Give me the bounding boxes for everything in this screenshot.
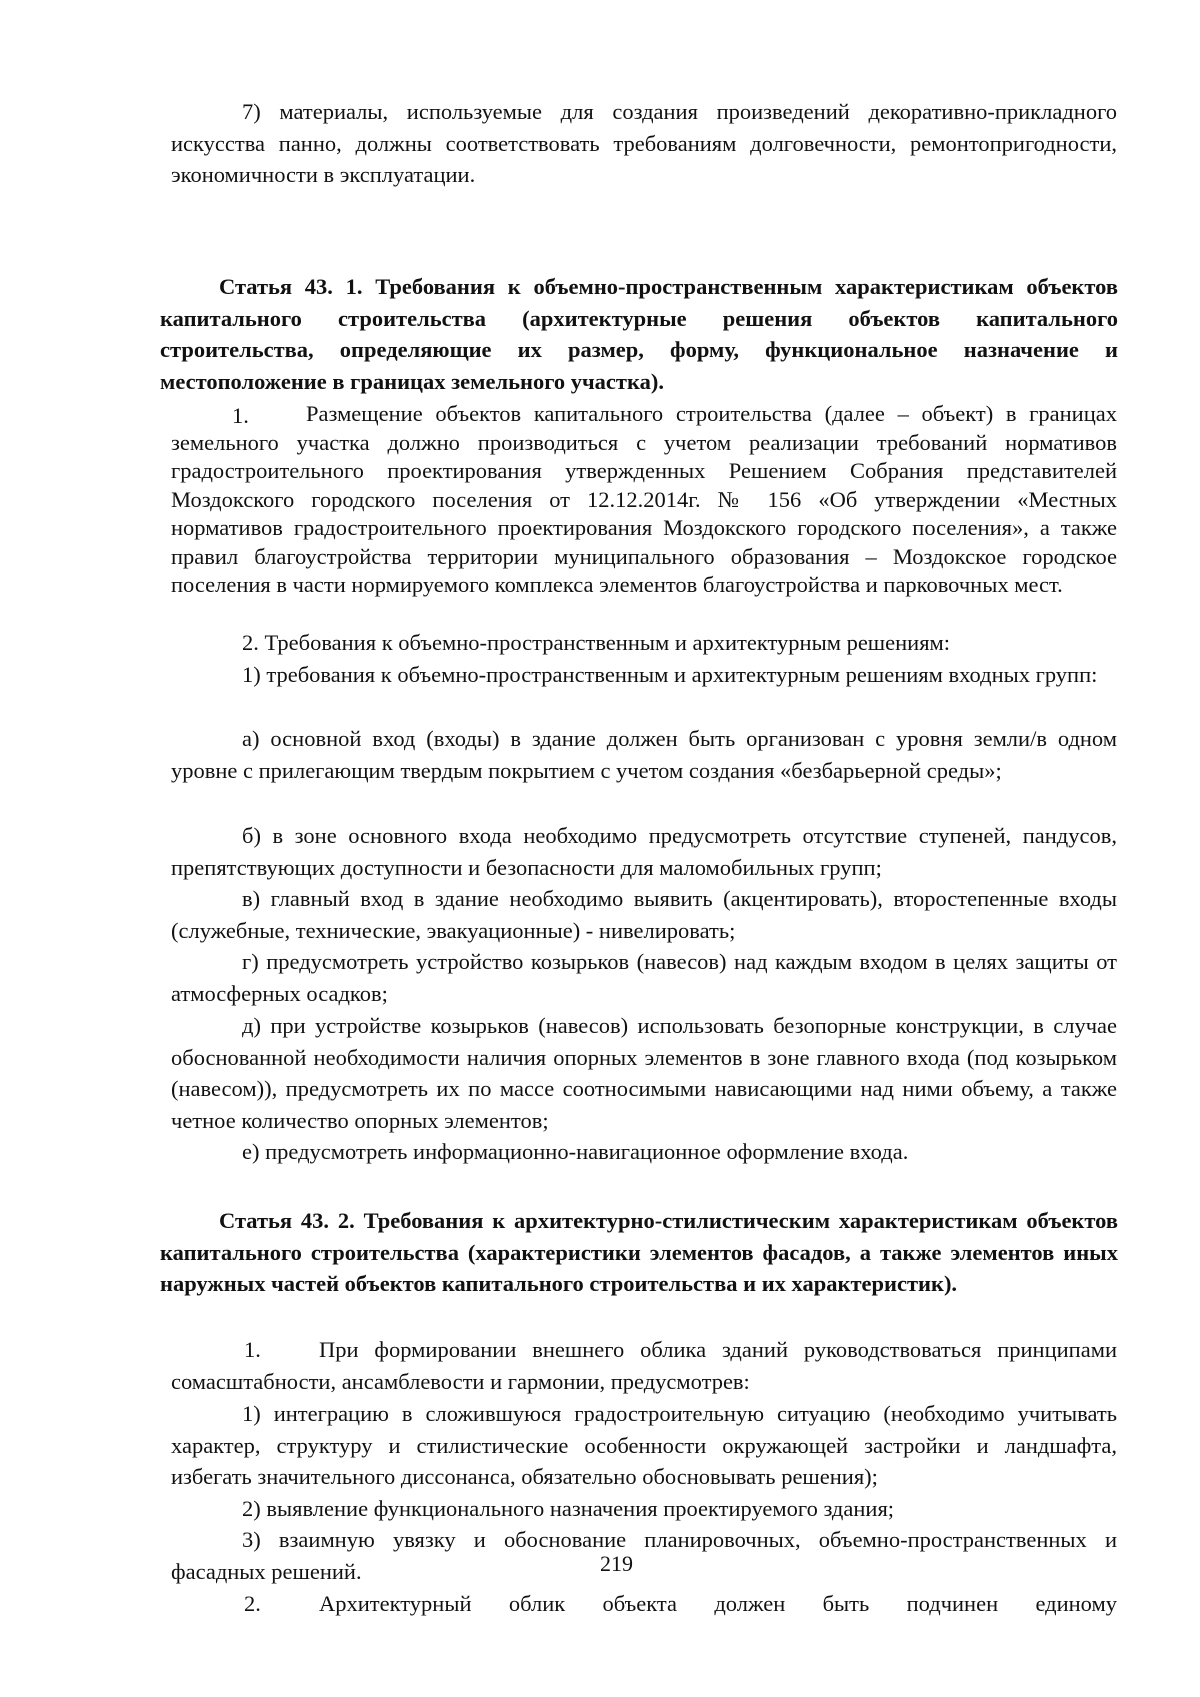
subitem-entrance-groups: 1) требования к объемно-пространственным и архитектурным решениям входных групп: — [242, 662, 1098, 687]
paragraph-1-placement: Размещение объектов капитального строительства (далее – объект) в границах земельного участка должно производиться с учетом реализации требований нормативов градостроительного проектирования утвержденных Решением Собрания представителей Моздокского городского поселения от 12.12.2014г. № 156 «Об утверждении «Местных нормативов градостроительного проектирования Моздокского городского поселения», а также правил благоустройства территории муниципального образования – Моздокское городское поселения в части нормируемого комплекса элементов благоустройства и парковочных мест. — [171, 401, 1117, 597]
article-43-2-heading: Статья 43. 2. Требования к архитектурно-стилистическим характеристикам объектов капитального строительства (характеристики элементов фасадов, а также элементов иных наружных частей объектов капитального строительства и их характеристик). — [160, 1208, 1118, 1296]
item-7-materials: 7) материалы, используемые для создания произведений декоративно-прикладного искусства панно, должны соответствовать требованиям долговечности, ремонтопригодности, экономичности в эксплуатации. — [171, 99, 1117, 187]
item-a-main-entrance: а) основной вход (входы) в здание должен быть организован с уровня земли/в одном уровне с прилегающим твердым покрытием с учетом создания «безбарьерной среды»; — [171, 726, 1117, 783]
paragraph-2-architecture: Архитектурный облик объекта должен быть подчинен единому — [319, 1591, 1117, 1616]
paragraph-1-number: 1. — [232, 403, 249, 428]
item-b-no-steps: б) в зоне основного входа необходимо предусмотреть отсутствие ступеней, пандусов, препятствующих доступности и безопасности для маломобильных групп; — [171, 823, 1117, 880]
item-e-navigation: е) предусмотреть информационно-навигационное оформление входа. — [242, 1139, 909, 1164]
article-43-1-heading: Статья 43. 1. Требования к объемно-пространственным характеристикам объектов капитального строительства (архитектурные решения объектов капитального строительства, определяющие их размер, форму, функциональное назначение и местоположение в границах земельного участка). — [160, 274, 1118, 394]
paragraph-1-number-s2: 1. — [244, 1337, 261, 1362]
item-3-coordination: 3) взаимную увязку и обоснование планировочных, объемно-пространственных и фасадных решений. — [171, 1527, 1117, 1584]
item-2-functional-purpose: 2) выявление функционального назначения проектируемого здания; — [242, 1496, 895, 1521]
paragraph-2-requirements: 2. Требования к объемно-пространственным и архитектурным решениям: — [242, 630, 951, 655]
page-number: 219 — [600, 1551, 633, 1576]
item-g-canopies: г) предусмотреть устройство козырьков (навесов) над каждым входом в целях защиты от атмосферных осадков; — [171, 949, 1117, 1006]
item-1-integration: 1) интеграцию в сложившуюся градостроительную ситуацию (необходимо учитывать характер, структуру и стилистические особенности окружающей застройки и ландшафта, избегать значительного диссонанса, обязательно обосновывать решения); — [171, 1401, 1117, 1489]
item-d-canopy-structures: д) при устройстве козырьков (навесов) использовать безопорные конструкции, в случае обоснованной необходимости наличия опорных элементов в зоне главного входа (под козырьком (навесом)), предусмотреть их по массе соотносимыми нависающими над ними объему, а также четное количество опорных элементов; — [171, 1013, 1117, 1133]
paragraph-1-appearance: При формировании внешнего облика зданий руководствоваться принципами сомасштабности, ансамблевости и гармонии, предусмотрев: — [171, 1337, 1117, 1394]
paragraph-2-number-s2: 2. — [244, 1591, 261, 1616]
item-v-main-entrance-accent: в) главный вход в здание необходимо выявить (акцентировать), второстепенные входы (служебные, технические, эвакуационные) - нивелировать; — [171, 886, 1117, 943]
